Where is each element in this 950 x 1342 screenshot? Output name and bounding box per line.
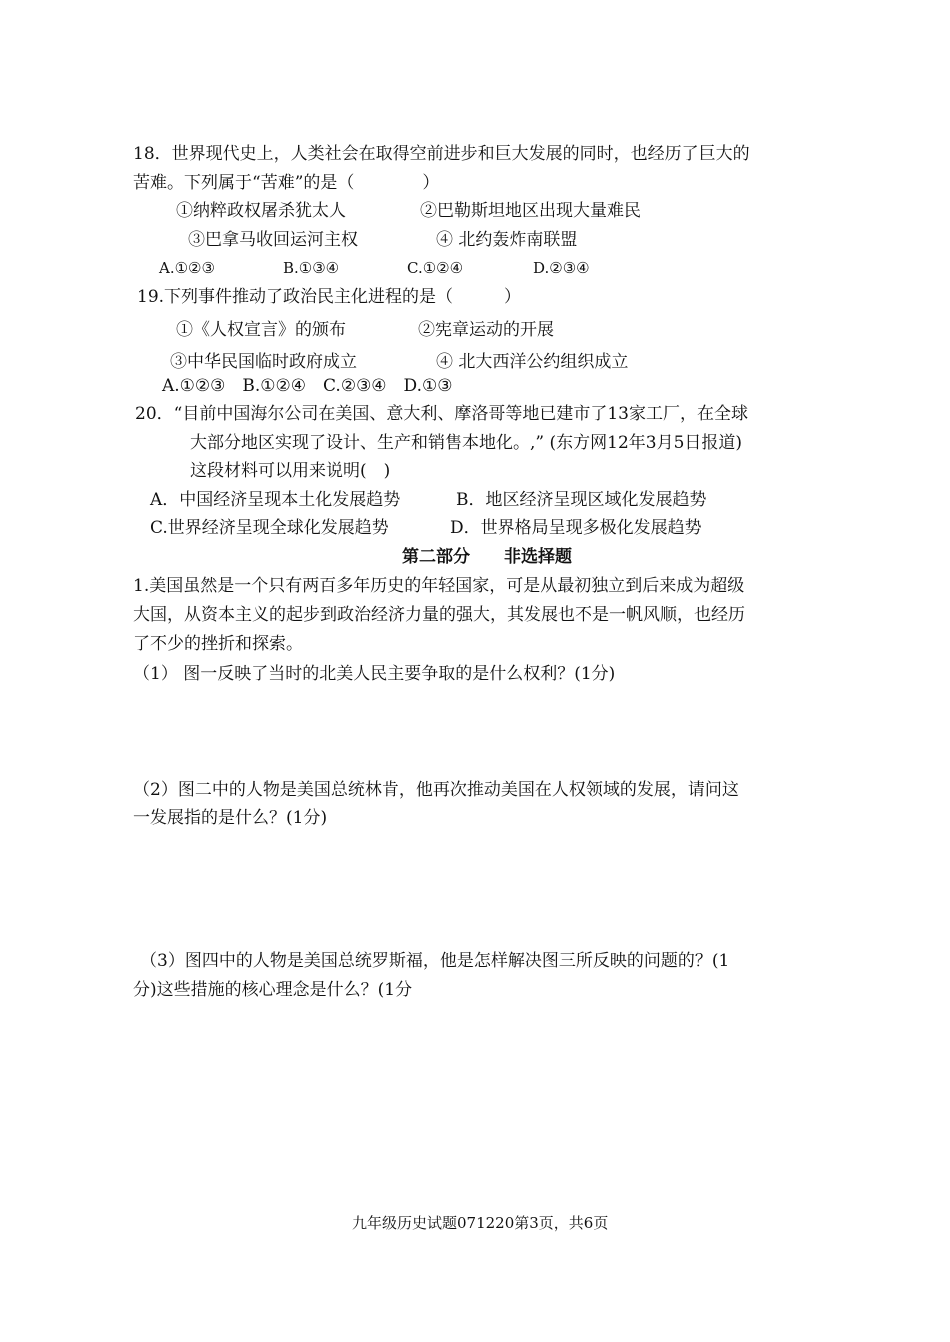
q18-stem-line-1: 18．世界现代史上，人类社会在取得空前进步和巨大发展的同时，也经历了巨大的	[133, 144, 750, 164]
q18-answer-a: A.①②③	[159, 259, 215, 277]
section-2-title: 第二部分 非选择题	[402, 547, 572, 567]
q20-option-b: B．地区经济呈现区域化发展趋势	[456, 490, 707, 510]
q20-option-a: A．中国经济呈现本土化发展趋势	[150, 490, 401, 510]
q18-option-3: ③巴拿马收回运河主权	[188, 230, 358, 250]
q20-option-c: C.世界经济呈现全球化发展趋势	[150, 518, 389, 538]
p1-sub-question-3-line-2: 分)这些措施的核心理念是什么？(1分	[133, 980, 413, 1000]
q19-option-1: ①《人权宣言》的颁布	[176, 320, 346, 340]
p1-sub-question-1: （1） 图一反映了当时的北美人民主要争取的是什么权利？(1分)	[133, 664, 616, 684]
q18-answer-b: B.①③④	[283, 259, 340, 277]
page-footer: 九年级历史试题071220第3页，共6页	[352, 1214, 609, 1232]
q18-stem-line-2: 苦难。下列属于“苦难”的是（ ）	[133, 173, 440, 193]
q19-stem: 19.下列事件推动了政治民主化进程的是（ ）	[137, 287, 522, 307]
q18-answer-c: C.①②④	[407, 259, 464, 277]
p1-stem-line-2: 大国，从资本主义的起步到政治经济力量的强大，其发展也不是一帆风顺，也经历	[133, 605, 745, 625]
q18-option-1: ①纳粹政权屠杀犹太人	[176, 201, 346, 221]
q19-option-4: ④ 北大西洋公约组织成立	[436, 352, 629, 372]
q19-answers: A.①②③ B.①②④ C.②③④ D.①③	[162, 376, 453, 396]
q18-answer-d: D.②③④	[533, 259, 590, 277]
q20-stem-line-3: 这段材料可以用来说明( )	[190, 461, 391, 481]
q18-option-2: ②巴勒斯坦地区出现大量难民	[420, 201, 641, 221]
p1-sub-question-2-line-2: 一发展指的是什么？(1分)	[133, 808, 328, 828]
q20-stem-line-2: 大部分地区实现了设计、生产和销售本地化。,” (东方网12年3月5日报道)	[190, 433, 743, 453]
p1-sub-question-3-line-1: （3）图四中的人物是美国总统罗斯福，他是怎样解决图三所反映的问题的？(1	[140, 951, 730, 971]
q20-stem-line-1: 20．“目前中国海尔公司在美国、意大利、摩洛哥等地已建市了13家工厂，在全球	[135, 404, 748, 424]
q20-option-d: D．世界格局呈现多极化发展趋势	[450, 518, 702, 538]
q19-option-2: ②宪章运动的开展	[418, 320, 554, 340]
p1-stem-line-1: 1.美国虽然是一个只有两百多年历史的年轻国家，可是从最初独立到后来成为超级	[133, 576, 745, 596]
q18-option-4: ④ 北约轰炸南联盟	[436, 230, 578, 250]
p1-stem-line-3: 了不少的挫折和探索。	[133, 634, 303, 654]
q19-option-3: ③中华民国临时政府成立	[170, 352, 357, 372]
p1-sub-question-2-line-1: （2）图二中的人物是美国总统林肯，他再次推动美国在人权领域的发展，请问这	[133, 780, 739, 800]
